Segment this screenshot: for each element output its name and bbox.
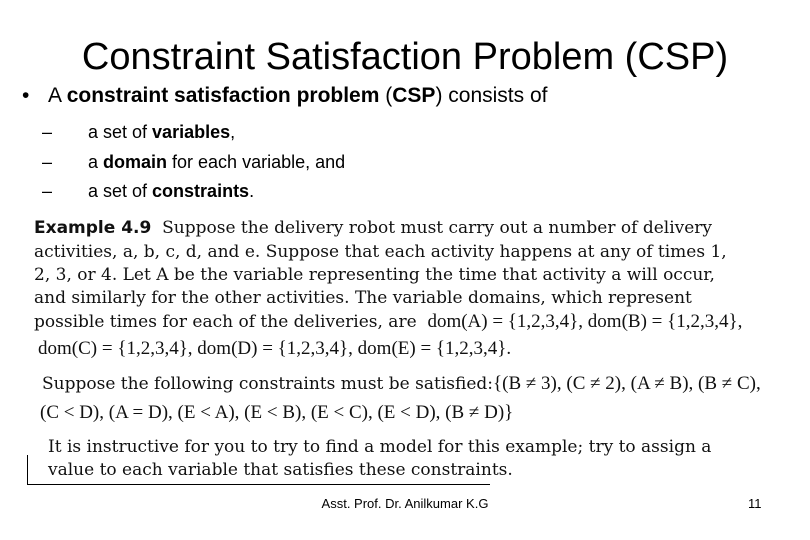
bullet-text-pre: A xyxy=(48,84,67,107)
sub-dash: – xyxy=(42,181,53,201)
example-frame-left-border xyxy=(27,455,28,485)
sub-text-pre: a xyxy=(88,152,104,172)
example-label: Example 4.9 xyxy=(34,218,152,238)
example-frame-bottom-border xyxy=(27,484,490,485)
slide-title: Constraint Satisfaction Problem (CSP) xyxy=(81,36,729,78)
example-line-10: value to each variable that satisfies these constraints. xyxy=(48,460,513,480)
sub-term: domain xyxy=(103,152,168,172)
example-text: Suppose the delivery robot must carry out a number of delivery xyxy=(162,218,713,238)
domain-expression: dom(A) = {1,2,3,4}, dom(B) = {1,2,3,4}, xyxy=(427,311,743,332)
example-text: possible times for each of the deliveries, are xyxy=(34,312,417,332)
example-line-1 xyxy=(34,218,712,238)
bullet-abbrev: CSP xyxy=(392,84,436,107)
sub-bullet-domain xyxy=(42,152,345,173)
example-text: Suppose the following constraints must be satisfied: xyxy=(42,374,493,394)
example-line-7 xyxy=(42,373,761,395)
sub-text-post: . xyxy=(249,181,255,201)
example-line-6: dom(C) = {1,2,3,4}, dom(D) = {1,2,3,4}, dom(E) = {1,2,3,4}. xyxy=(38,338,512,359)
sub-dash: – xyxy=(42,122,53,142)
sub-bullet-constraints xyxy=(42,181,254,202)
bullet-text-mid: ( xyxy=(379,84,393,107)
example-line-5 xyxy=(34,311,742,333)
bullet-marker: • xyxy=(22,84,30,107)
sub-term: variables xyxy=(152,122,231,142)
sub-term: constraints xyxy=(152,181,250,201)
sub-dash: – xyxy=(42,152,53,172)
sub-bullet-variables xyxy=(42,122,235,143)
example-line-9: It is instructive for you to try to find a model for this example; try to assign a xyxy=(48,437,712,457)
example-line-2: activities, a, b, c, d, and e. Suppose that each activity happens at any of times 1, xyxy=(34,242,727,262)
constraint-expression: {(B ≠ 3), (C ≠ 2), (A ≠ B), (B ≠ C), xyxy=(493,373,761,394)
example-line-4: and similarly for the other activities. The variable domains, which represent xyxy=(34,288,692,308)
sub-text-post: for each variable, and xyxy=(167,152,346,172)
example-line-8: (C < D), (A = D), (E < A), (E < B), (E < C), (E < D), (B ≠ D)} xyxy=(40,402,514,423)
footer-author: Asst. Prof. Dr. Anilkumar K.G xyxy=(321,496,489,511)
bullet-term: constraint satisfaction problem xyxy=(66,84,380,107)
sub-text-post: , xyxy=(230,122,236,142)
bullet-text-post: ) consists of xyxy=(435,84,548,107)
main-bullet xyxy=(22,84,547,108)
page-number: 11 xyxy=(748,496,762,511)
example-line-3: 2, 3, or 4. Let A be the variable representing the time that activity a will occur, xyxy=(34,265,715,285)
sub-text-pre: a set of xyxy=(88,122,153,142)
sub-text-pre: a set of xyxy=(88,181,153,201)
